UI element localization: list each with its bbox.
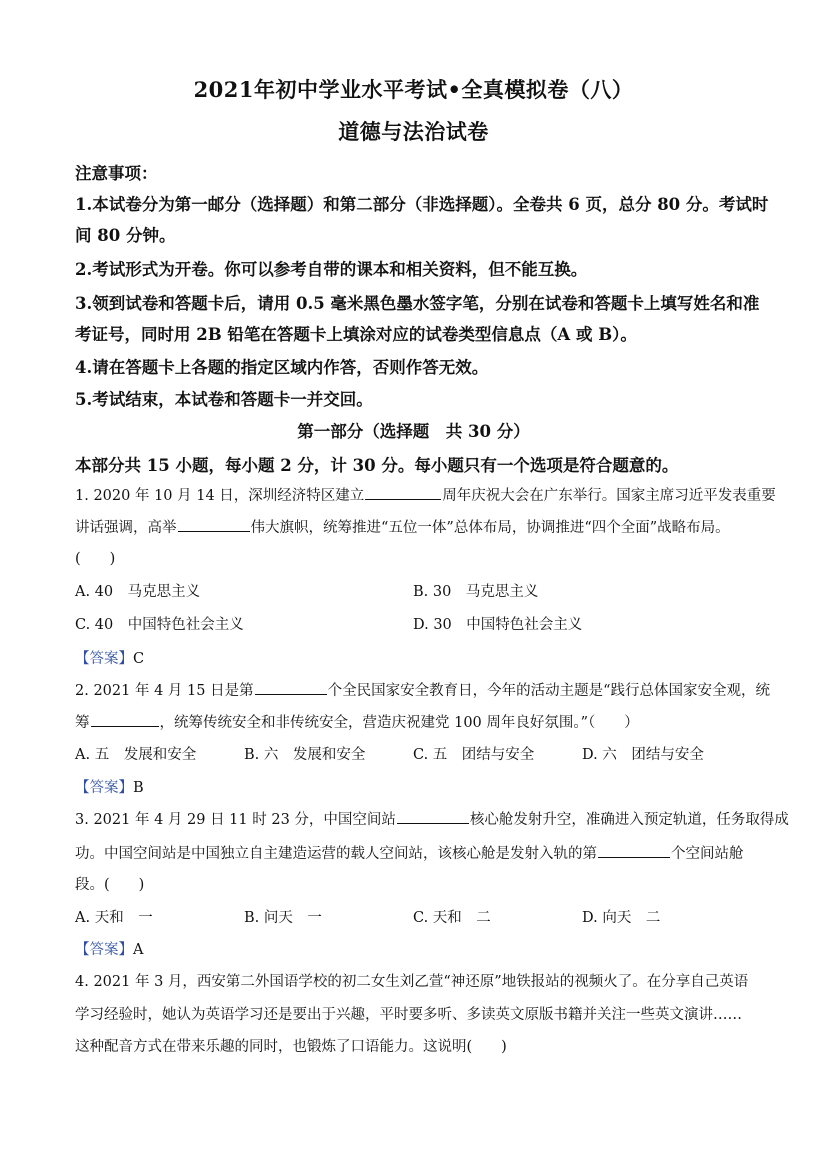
question-2-option-b[interactable]: B. 六 发展和安全 [244, 747, 366, 763]
notice-item-1-line-2: 间 80 分钟。 [75, 226, 176, 245]
question-1-line-3: ( ) [75, 551, 116, 567]
question-3-option-d[interactable]: D. 向天 二 [582, 910, 661, 926]
notice-item-4: 4.请在答题卡上各题的指定区域内作答，否则作答无效。 [75, 358, 489, 377]
answer-blank [178, 517, 250, 532]
question-1-line-2 [75, 516, 755, 537]
question-2-text-b: 个全民国家安全教育日，今年的活动主题是“践行总体国家安全观，统 [327, 683, 770, 699]
question-1-text-b: 周年庆祝大会在广东举行。国家主席习近平发表重要 [442, 488, 776, 504]
question-2-line-1 [75, 679, 770, 700]
answer-tag: 【答案】 [75, 780, 133, 796]
answer-blank [365, 485, 441, 500]
answer-blank [91, 712, 159, 727]
exam-subtitle: 道德与法治试卷 [338, 119, 489, 144]
answer-tag: 【答案】 [75, 942, 133, 958]
question-3-line-3: 段。( ) [75, 877, 145, 893]
notice-item-2: 2.考试形式为开卷。你可以参考自带的课本和相关资料，但不能互换。 [75, 260, 588, 279]
section-heading: 第一部分（选择题 共 30 分） [297, 422, 530, 441]
question-3-option-a[interactable]: A. 天和 一 [75, 910, 153, 926]
question-2-line-2 [75, 711, 755, 732]
exam-title: 2021年初中学业水平考试•全真模拟卷（八） [193, 77, 634, 102]
notice-item-3-line-1: 3.领到试卷和答题卡后，请用 0.5 毫米黑色墨水签字笔，分别在试卷和答题卡上填写姓名和准 [75, 294, 760, 313]
question-2-answer [75, 776, 144, 797]
answer-value: B [133, 780, 144, 796]
question-2-text-c: 筹 [75, 715, 90, 731]
answer-tag: 【答案】 [75, 651, 133, 667]
notice-item-5: 5.考试结束，本试卷和答题卡一并交回。 [75, 390, 373, 409]
question-3-text-d: 个空间站舱 [671, 846, 744, 862]
question-3-text-a: 3. 2021 年 4 月 29 日 11 时 23 分，中国空间站 [75, 812, 396, 828]
question-1-text-c: 讲话强调，高举 [75, 520, 177, 536]
answer-blank [255, 680, 327, 695]
question-1-option-d[interactable]: D. 30 中国特色社会主义 [413, 617, 583, 633]
question-2-text-d: ，统筹传统安全和非传统安全，营造庆祝建党 100 周年良好氛围。”（ ） [159, 715, 639, 731]
question-1-line-1 [75, 484, 776, 505]
question-4-line-3: 这种配音方式在带来乐趣的同时，也锻炼了口语能力。这说明( ) [75, 1039, 507, 1055]
question-3-answer [75, 938, 143, 959]
question-3-text-b: 核心舱发射升空，准确进入预定轨道，任务取得成 [469, 812, 789, 828]
question-1-text-d: 伟大旗帜，统筹推进“五位一体”总体布局，协调推进“四个全面”战略布局。 [250, 520, 730, 536]
question-1-text-a: 1. 2020 年 10 月 14 日，深圳经济特区建立 [75, 488, 365, 504]
question-1-option-c[interactable]: C. 40 中国特色社会主义 [75, 617, 244, 633]
question-1-option-b[interactable]: B. 30 马克思主义 [413, 584, 539, 600]
question-3-option-c[interactable]: C. 天和 二 [413, 910, 491, 926]
question-3-text-c: 功。中国空间站是中国独立自主建造运营的载人空间站，该核心舱是发射入轨的第 [75, 846, 597, 862]
answer-blank [397, 809, 469, 824]
question-1-answer [75, 647, 144, 668]
question-2-option-c[interactable]: C. 五 团结与安全 [413, 747, 535, 763]
question-3-line-1 [75, 808, 789, 829]
question-1-option-a[interactable]: A. 40 马克思主义 [75, 584, 201, 600]
notice-item-1-line-1: 1.本试卷分为第一邮分（选择题）和第二部分（非选择题）。全卷共 6 页，总分 80 分。考试时 [75, 195, 769, 214]
notice-heading: 注意事项： [75, 164, 158, 183]
section-instruction: 本部分共 15 小题，每小题 2 分，计 30 分。每小题只有一个选项是符合题意的。 [75, 456, 679, 475]
answer-value: A [133, 942, 144, 958]
question-2-option-a[interactable]: A. 五 发展和安全 [75, 747, 197, 763]
question-4-line-1: 4. 2021 年 3 月，西安第二外国语学校的初二女生刘乙萱“神还原”地铁报站的视频火了。在分享自己英语 [75, 974, 749, 990]
question-2-option-d[interactable]: D. 六 团结与安全 [582, 747, 704, 763]
question-3-line-2 [75, 842, 755, 863]
answer-value: C [133, 651, 145, 667]
answer-blank [598, 843, 670, 858]
question-3-option-b[interactable]: B. 问天 一 [244, 910, 322, 926]
notice-item-3-line-2: 考证号，同时用 2B 铅笔在答题卡上填涂对应的试卷类型信息点（A 或 B）。 [75, 325, 637, 344]
question-2-text-a: 2. 2021 年 4 月 15 日是第 [75, 683, 254, 699]
question-4-line-2: 学习经验时，她认为英语学习还是要出于兴趣，平时要多听、多读英文原版书籍并关注一些英文演讲…… [75, 1007, 742, 1023]
